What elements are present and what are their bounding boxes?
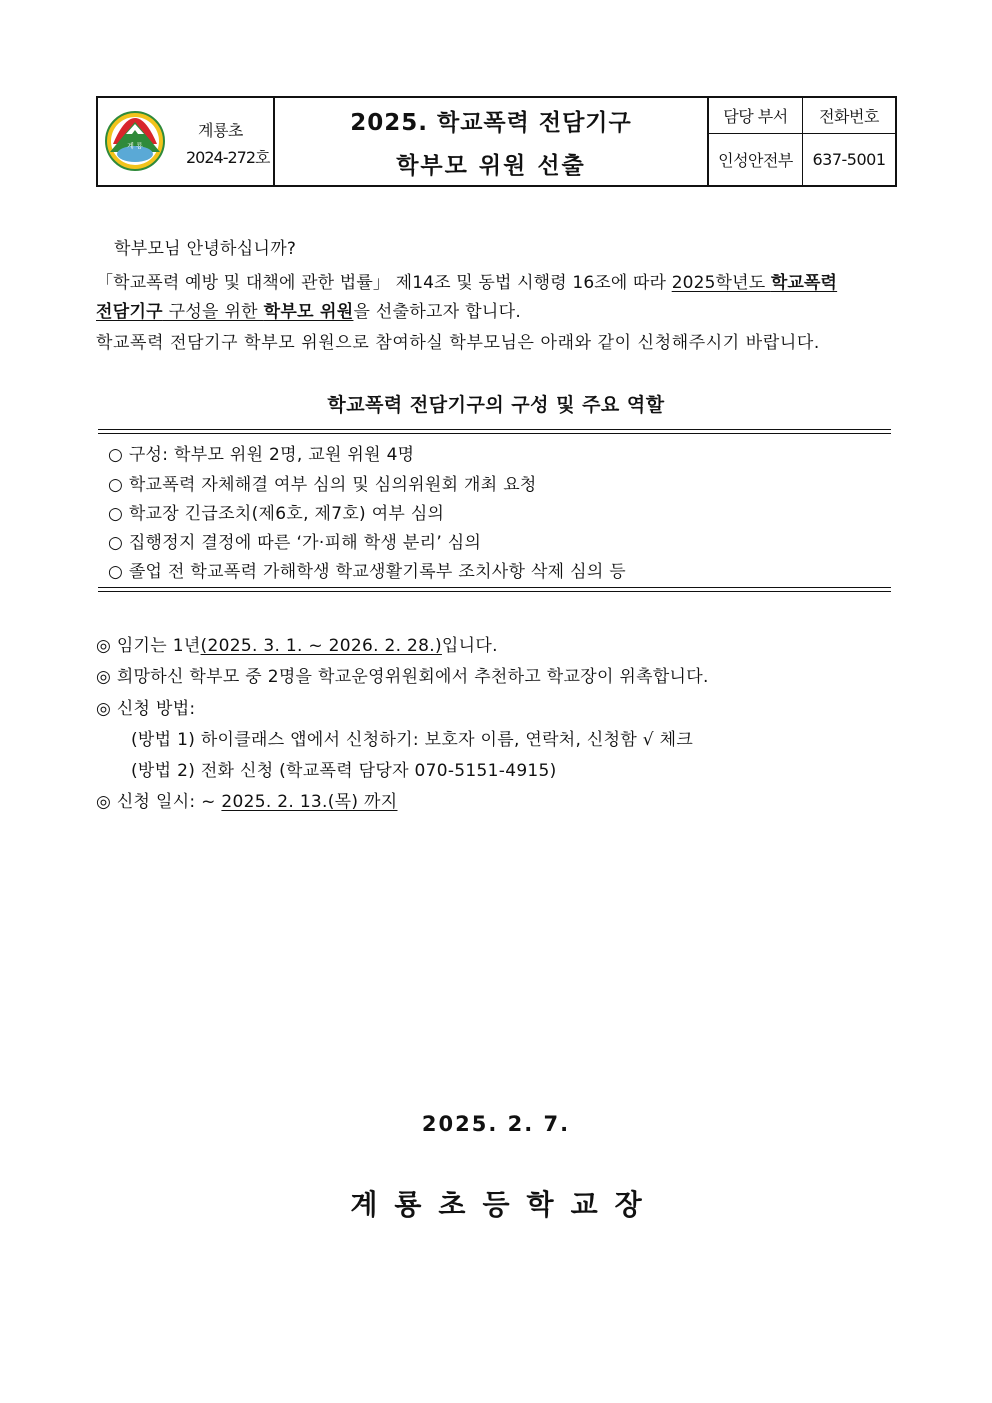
- school-logo-icon: [104, 110, 166, 172]
- method-2: (방법 2) 전화 신청 (학교폭력 담당자 070-5151-4915): [131, 761, 557, 781]
- role-item: ○ 구성: 학부모 위원 2명, 교원 위원 4명: [108, 445, 415, 465]
- contact-grid: [709, 98, 895, 185]
- greeting: 학부모님 안녕하십니까?: [114, 239, 297, 259]
- deadline-date: 2025. 2. 13.(목) 까지: [221, 792, 398, 812]
- term-info: [96, 631, 498, 656]
- title-cell: [275, 98, 709, 185]
- header-box: [96, 96, 897, 187]
- deadline-info: [96, 787, 398, 812]
- recommendation-info: ◎ 희망하신 학부모 중 2명을 학교운영위원회에서 추천하고 학교장이 위촉합니다.: [96, 667, 709, 687]
- phone-label: 전화번호: [803, 98, 895, 134]
- intro-law-reference: 「학교폭력 예방 및 대책에 관한 법률」 제14조 및 동법 시행령 16조에 따라: [96, 273, 672, 293]
- document-title-line2: 학부모 위원 선출: [396, 152, 586, 179]
- document-title-line1: 2025. 학교폭력 전담기구: [350, 109, 632, 136]
- logo-text: 계 룡: [127, 142, 143, 150]
- intro-selection: 을 선출하고자 합니다.: [353, 302, 522, 322]
- intro-purpose: 구성을 위한: [162, 302, 264, 322]
- term-label: ◎ 임기는 1년: [96, 636, 201, 656]
- role-item: ○ 학교장 긴급조치(제6호, 제7호) 여부 심의: [108, 504, 445, 524]
- intro-school-year: 2025학년도: [671, 273, 771, 293]
- method-1: (방법 1) 하이클래스 앱에서 신청하기: 보호자 이름, 연락처, 신청함 √ 체크: [131, 730, 694, 750]
- intro-line1: [96, 268, 837, 293]
- school-name: 계룡초: [198, 121, 243, 140]
- roles-heading: 학교폭력 전담기구의 구성 및 주요 역할: [327, 394, 665, 416]
- role-item: ○ 졸업 전 학교폭력 가해학생 학교생활기록부 조치사항 삭제 심의 등: [108, 562, 626, 582]
- school-info-cell: [98, 98, 275, 185]
- dept-value: 인성안전부: [709, 134, 803, 185]
- phone-value: 637-5001: [812, 150, 886, 169]
- principal-signature: 계룡초등학교장: [350, 1188, 659, 1221]
- intro-line3: 학교폭력 전담기구 학부모 위원으로 참여하실 학부모님은 아래와 같이 신청해주시기 바랍니다.: [96, 333, 820, 353]
- roles-bottom-divider: [98, 587, 891, 592]
- intro-committee: 전담기구: [96, 302, 163, 322]
- method-title: ◎ 신청 방법:: [96, 699, 196, 719]
- doc-number: 2024-272호: [186, 148, 270, 167]
- deadline-label: ◎ 신청 일시: ~: [96, 792, 222, 812]
- role-item: ○ 집행정지 결정에 따른 ‘가·피해 학생 분리’ 심의: [108, 533, 482, 553]
- term-end: 입니다.: [441, 636, 498, 656]
- document-date: 2025. 2. 7.: [421, 1112, 571, 1136]
- intro-school-violence: 학교폭력: [770, 273, 838, 293]
- role-item: ○ 학교폭력 자체해결 여부 심의 및 심의위원회 개최 요청: [108, 475, 537, 495]
- intro-parent-member: 학부모 위원: [263, 302, 354, 322]
- roles-top-divider: [98, 429, 891, 434]
- dept-label: 담당 부서: [709, 98, 803, 134]
- intro-line2: [96, 297, 521, 322]
- term-period: (2025. 3. 1. ~ 2026. 2. 28.): [200, 636, 442, 656]
